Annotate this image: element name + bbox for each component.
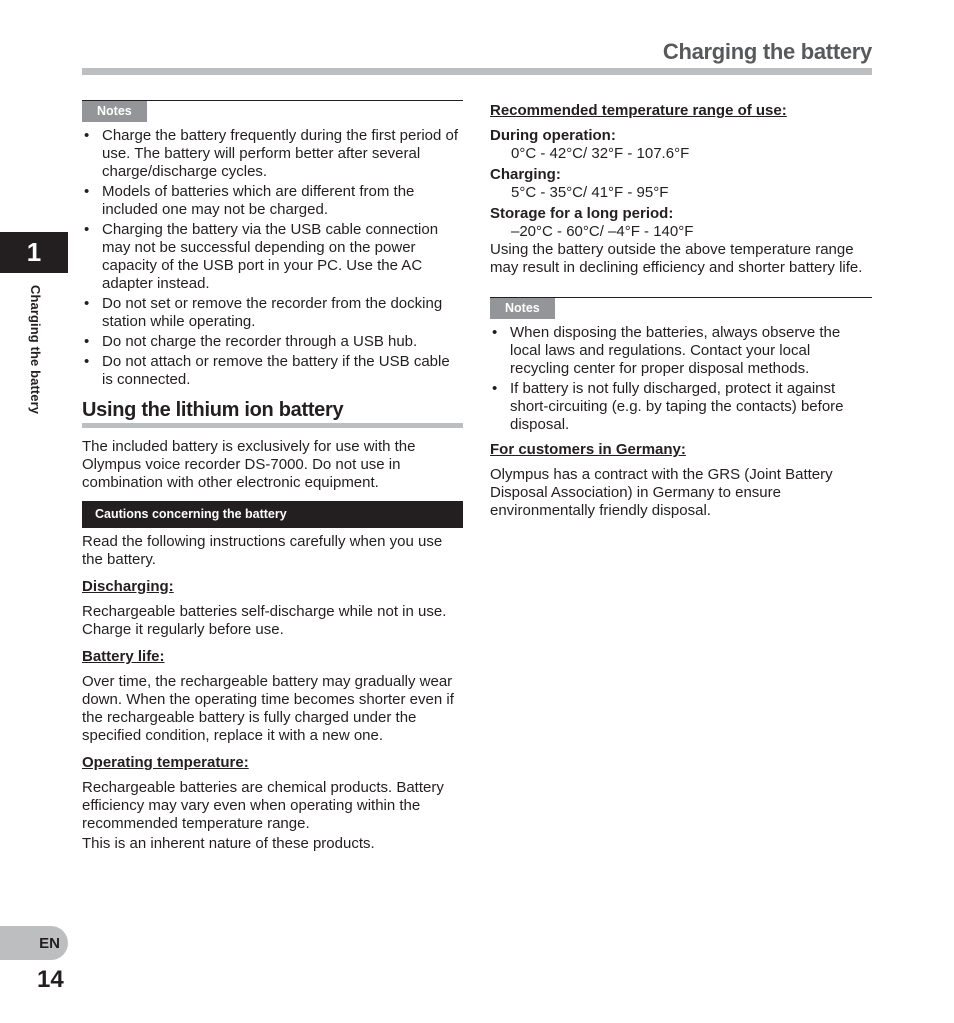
operating-temperature-heading: Operating temperature: — [82, 754, 249, 771]
notes-list — [82, 127, 463, 389]
storage-value: –20°C - 60°C/ –4°F - 140°F — [511, 223, 694, 240]
chapter-side-label: Charging the battery — [28, 285, 43, 415]
list-item: • When disposing the batteries, always observe the local laws and regulations. Contact your local recycling center for proper disposal methods. — [490, 324, 872, 378]
notes-label: Notes — [82, 101, 147, 122]
notes-label: Notes — [490, 298, 555, 319]
intro-paragraph: The included battery is exclusively for use with the Olympus voice recorder DS-7000. Do not use in combination with other electronic equipment. — [82, 438, 416, 491]
discharging-text: Rechargeable batteries self-discharge while not in use. Charge it regularly before use. — [82, 603, 447, 638]
section-title: Using the lithium ion battery — [82, 398, 463, 428]
during-operation-label: During operation: — [490, 127, 616, 144]
page-header-title: Charging the battery — [662, 39, 872, 64]
outside-range-text: Using the battery outside the above temperature range may result in declining efficiency and shorter battery life. — [490, 241, 863, 276]
cautions-intro: Read the following instructions carefully when you use the battery. — [82, 533, 443, 568]
notes-header — [490, 297, 872, 320]
notes-list — [490, 324, 872, 434]
cautions-heading: Cautions concerning the battery — [82, 501, 463, 528]
germany-text: Olympus has a contract with the GRS (Joint Battery Disposal Association) in Germany to ensure environmentally friendly disposal. — [490, 466, 833, 519]
page-number: 14 — [37, 966, 64, 993]
storage-label: Storage for a long period: — [490, 205, 674, 222]
charging-value: 5°C - 35°C/ 41°F - 95°F — [511, 184, 669, 201]
discharging-heading: Discharging: — [82, 578, 174, 595]
notes-header — [82, 100, 463, 123]
header-rule — [82, 68, 872, 75]
right-column — [490, 100, 872, 520]
list-item: • Charge the battery frequently during the first period of use. The battery will perform better after several charge/discharge cycles. — [82, 127, 463, 181]
during-operation-value: 0°C - 42°C/ 32°F - 107.6°F — [511, 145, 690, 162]
language-badge: EN — [0, 926, 68, 960]
list-item: • Do not attach or remove the battery if the USB cable is connected. — [82, 353, 463, 389]
charging-label: Charging: — [490, 166, 561, 183]
chapter-number-tab: 1 — [0, 232, 68, 273]
left-column — [82, 100, 463, 853]
operating-temperature-text: Rechargeable batteries are chemical products. Battery efficiency may vary even when operating within the recommended temperature range. — [82, 779, 444, 832]
battery-life-heading: Battery life: — [82, 648, 165, 665]
list-item: • Do not charge the recorder through a USB hub. — [82, 333, 463, 351]
list-item: • Do not set or remove the recorder from the docking station while operating. — [82, 295, 463, 331]
list-item: • Charging the battery via the USB cable connection may not be successful depending on the power capacity of the USB port in your PC. Use the AC adapter instead. — [82, 221, 463, 293]
operating-temperature-note: This is an inherent nature of these products. — [82, 835, 375, 852]
list-item: • Models of batteries which are different from the included one may not be charged. — [82, 183, 463, 219]
germany-heading: For customers in Germany: — [490, 441, 686, 458]
list-item: • If battery is not fully discharged, protect it against short-circuiting (e.g. by taping the contacts) before disposal. — [490, 380, 872, 434]
recommended-temperature-heading: Recommended temperature range of use: — [490, 102, 787, 119]
battery-life-text: Over time, the rechargeable battery may gradually wear down. When the operating time becomes shorter even if the rechargeable battery is fully charged under the specified condition, replace it with a new one. — [82, 673, 454, 744]
